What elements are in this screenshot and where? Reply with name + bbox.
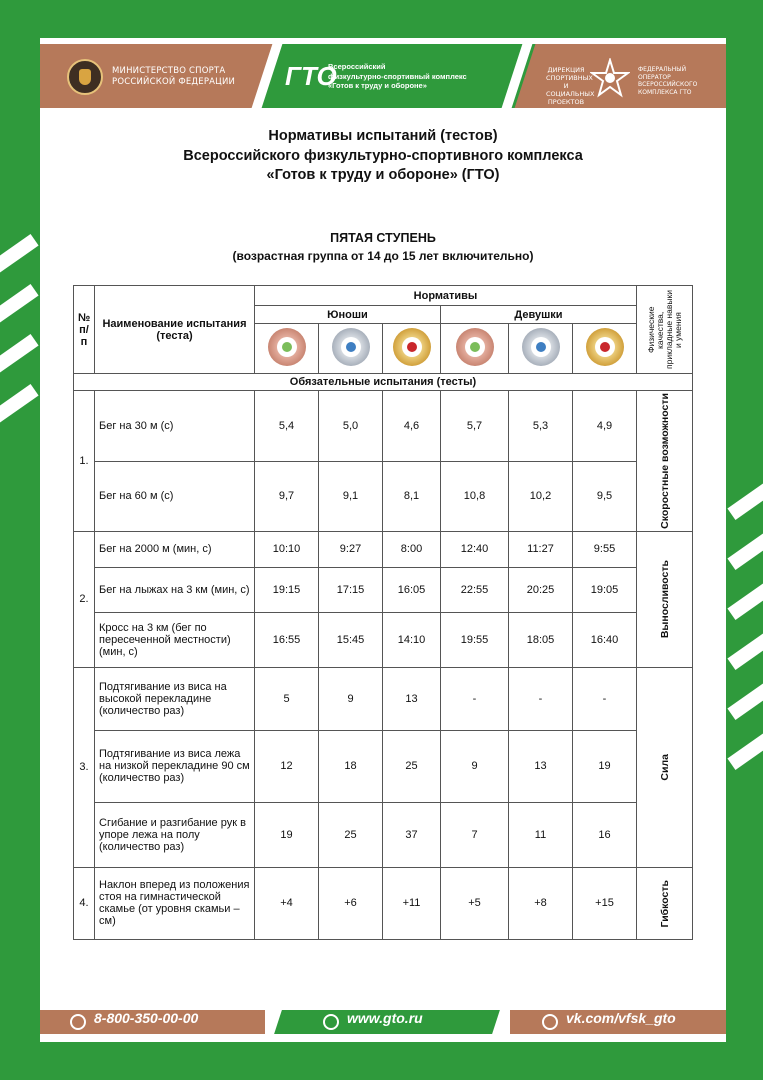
- value-cell: 9,1: [319, 462, 383, 532]
- globe-icon: [323, 1014, 339, 1030]
- test-name: Подтягивание из виса лежа на низкой перекладине 90 см (количество раз): [95, 730, 255, 802]
- federal-operator-label: ФЕДЕРАЛЬНЫЙ ОПЕРАТОР ВСЕРОССИЙСКОГО КОМПЛЕКСА ГТО: [638, 66, 698, 96]
- value-cell: 4,9: [573, 391, 637, 462]
- bronze-badge-icon: [456, 328, 494, 366]
- test-name: Бег на 2000 м (мин, с): [95, 531, 255, 567]
- gold-badge-icon: [393, 328, 431, 366]
- directorate-label: ДИРЕКЦИЯ СПОРТИВНЫХ И СОЦИАЛЬНЫХ ПРОЕКТОВ: [546, 66, 595, 106]
- value-cell: 10:10: [255, 531, 319, 567]
- row-num: 3.: [74, 667, 95, 867]
- coat-of-arms-icon: [67, 59, 103, 95]
- row-num: 1.: [74, 391, 95, 532]
- value-cell: -: [441, 667, 509, 730]
- header-banner: [40, 44, 726, 124]
- value-cell: 12: [255, 730, 319, 802]
- col-header-boys: Юноши: [255, 306, 441, 324]
- table-row: [74, 867, 693, 939]
- value-cell: 10,8: [441, 462, 509, 532]
- row-num: 4.: [74, 867, 95, 939]
- value-cell: 14:10: [383, 612, 441, 667]
- value-cell: +15: [573, 867, 637, 939]
- quality-cell: Выносливость: [637, 531, 693, 667]
- test-name: Бег на 30 м (с): [95, 391, 255, 462]
- col-header-quality: Физические качества, прикладные навыки и умения: [637, 286, 693, 374]
- value-cell: 16:40: [573, 612, 637, 667]
- value-cell: 37: [383, 802, 441, 867]
- row-num: 2.: [74, 531, 95, 667]
- value-cell: 19:05: [573, 567, 637, 612]
- value-cell: 5: [255, 667, 319, 730]
- document-page: [40, 38, 726, 1042]
- test-name: Подтягивание из виса на высокой перекладине (количество раз): [95, 667, 255, 730]
- value-cell: 8:00: [383, 531, 441, 567]
- value-cell: 19:15: [255, 567, 319, 612]
- silver-badge-icon: [332, 328, 370, 366]
- value-cell: 10,2: [509, 462, 573, 532]
- quality-cell: Сила: [637, 667, 693, 867]
- value-cell: 25: [383, 730, 441, 802]
- value-cell: 5,7: [441, 391, 509, 462]
- value-cell: 19:55: [441, 612, 509, 667]
- table-row: [74, 612, 693, 667]
- table-row: [74, 667, 693, 730]
- footer-banner: [40, 1010, 726, 1034]
- quality-cell: Скоростные возможности: [637, 391, 693, 532]
- col-header-girls: Девушки: [441, 306, 637, 324]
- norms-table: [73, 285, 693, 940]
- value-cell: 16:05: [383, 567, 441, 612]
- value-cell: 22:55: [441, 567, 509, 612]
- value-cell: 17:15: [319, 567, 383, 612]
- gto-logo: ГТО: [285, 61, 337, 91]
- vk-icon: [542, 1014, 558, 1030]
- table-row: [74, 391, 693, 462]
- value-cell: 9:27: [319, 531, 383, 567]
- value-cell: 25: [319, 802, 383, 867]
- star-emblem-icon: [590, 58, 630, 98]
- test-name: Бег на лыжах на 3 км (мин, с): [95, 567, 255, 612]
- value-cell: 16:55: [255, 612, 319, 667]
- value-cell: 7: [441, 802, 509, 867]
- value-cell: 9,5: [573, 462, 637, 532]
- table-row: [74, 567, 693, 612]
- value-cell: 19: [573, 730, 637, 802]
- value-cell: 12:40: [441, 531, 509, 567]
- value-cell: 9:55: [573, 531, 637, 567]
- table-row: [74, 531, 693, 567]
- test-name: Наклон вперед из положения стоя на гимнастической скамье (от уровня скамьи – см): [95, 867, 255, 939]
- value-cell: +6: [319, 867, 383, 939]
- value-cell: 5,3: [509, 391, 573, 462]
- value-cell: 8,1: [383, 462, 441, 532]
- ministry-label: МИНИСТЕРСТВО СПОРТА РОССИЙСКОЙ ФЕДЕРАЦИИ: [112, 66, 236, 87]
- value-cell: 4,6: [383, 391, 441, 462]
- test-name: Бег на 60 м (с): [95, 462, 255, 532]
- gold-badge-icon: [586, 328, 624, 366]
- value-cell: +8: [509, 867, 573, 939]
- value-cell: 13: [383, 667, 441, 730]
- value-cell: 15:45: [319, 612, 383, 667]
- value-cell: +4: [255, 867, 319, 939]
- phone-icon: [70, 1014, 86, 1030]
- quality-cell: Гибкость: [637, 867, 693, 939]
- value-cell: 16: [573, 802, 637, 867]
- footer-site-link[interactable]: www.gto.ru: [347, 1010, 423, 1026]
- value-cell: 5,0: [319, 391, 383, 462]
- table-row: [74, 802, 693, 867]
- value-cell: 19: [255, 802, 319, 867]
- value-cell: 13: [509, 730, 573, 802]
- bronze-badge-icon: [268, 328, 306, 366]
- value-cell: 9: [319, 667, 383, 730]
- gto-complex-label: Всероссийский физкультурно-спортивный комплекс «Готов к труду и обороне»: [328, 62, 467, 90]
- value-cell: +5: [441, 867, 509, 939]
- value-cell: -: [509, 667, 573, 730]
- value-cell: 18: [319, 730, 383, 802]
- col-header-norms: Нормативы: [255, 286, 637, 306]
- section-mandatory: Обязательные испытания (тесты): [74, 374, 693, 391]
- value-cell: 9,7: [255, 462, 319, 532]
- silver-badge-icon: [522, 328, 560, 366]
- stage-title: ПЯТАЯ СТУПЕНЬ (возрастная группа от 14 до 15 лет включительно): [232, 231, 534, 263]
- table-row: [74, 730, 693, 802]
- col-header-num: № п/п: [74, 286, 95, 374]
- value-cell: 11:27: [509, 531, 573, 567]
- footer-vk-link[interactable]: vk.com/vfsk_gto: [566, 1010, 676, 1026]
- test-name: Кросс на 3 км (бег по пересеченной местности) (мин, с): [95, 612, 255, 667]
- value-cell: +11: [383, 867, 441, 939]
- value-cell: 20:25: [509, 567, 573, 612]
- footer-phone[interactable]: 8-800-350-00-00: [94, 1010, 199, 1026]
- value-cell: 18:05: [509, 612, 573, 667]
- test-name: Сгибание и разгибание рук в упоре лежа на полу (количество раз): [95, 802, 255, 867]
- value-cell: 9: [441, 730, 509, 802]
- value-cell: -: [573, 667, 637, 730]
- col-header-name: Наименование испытания (теста): [95, 286, 255, 374]
- value-cell: 11: [509, 802, 573, 867]
- document-title: Нормативы испытаний (тестов) Всероссийского физкультурно-спортивного комплекса «Готов к труду и обороне» (ГТО): [183, 128, 583, 183]
- value-cell: 5,4: [255, 391, 319, 462]
- table-row: [74, 462, 693, 532]
